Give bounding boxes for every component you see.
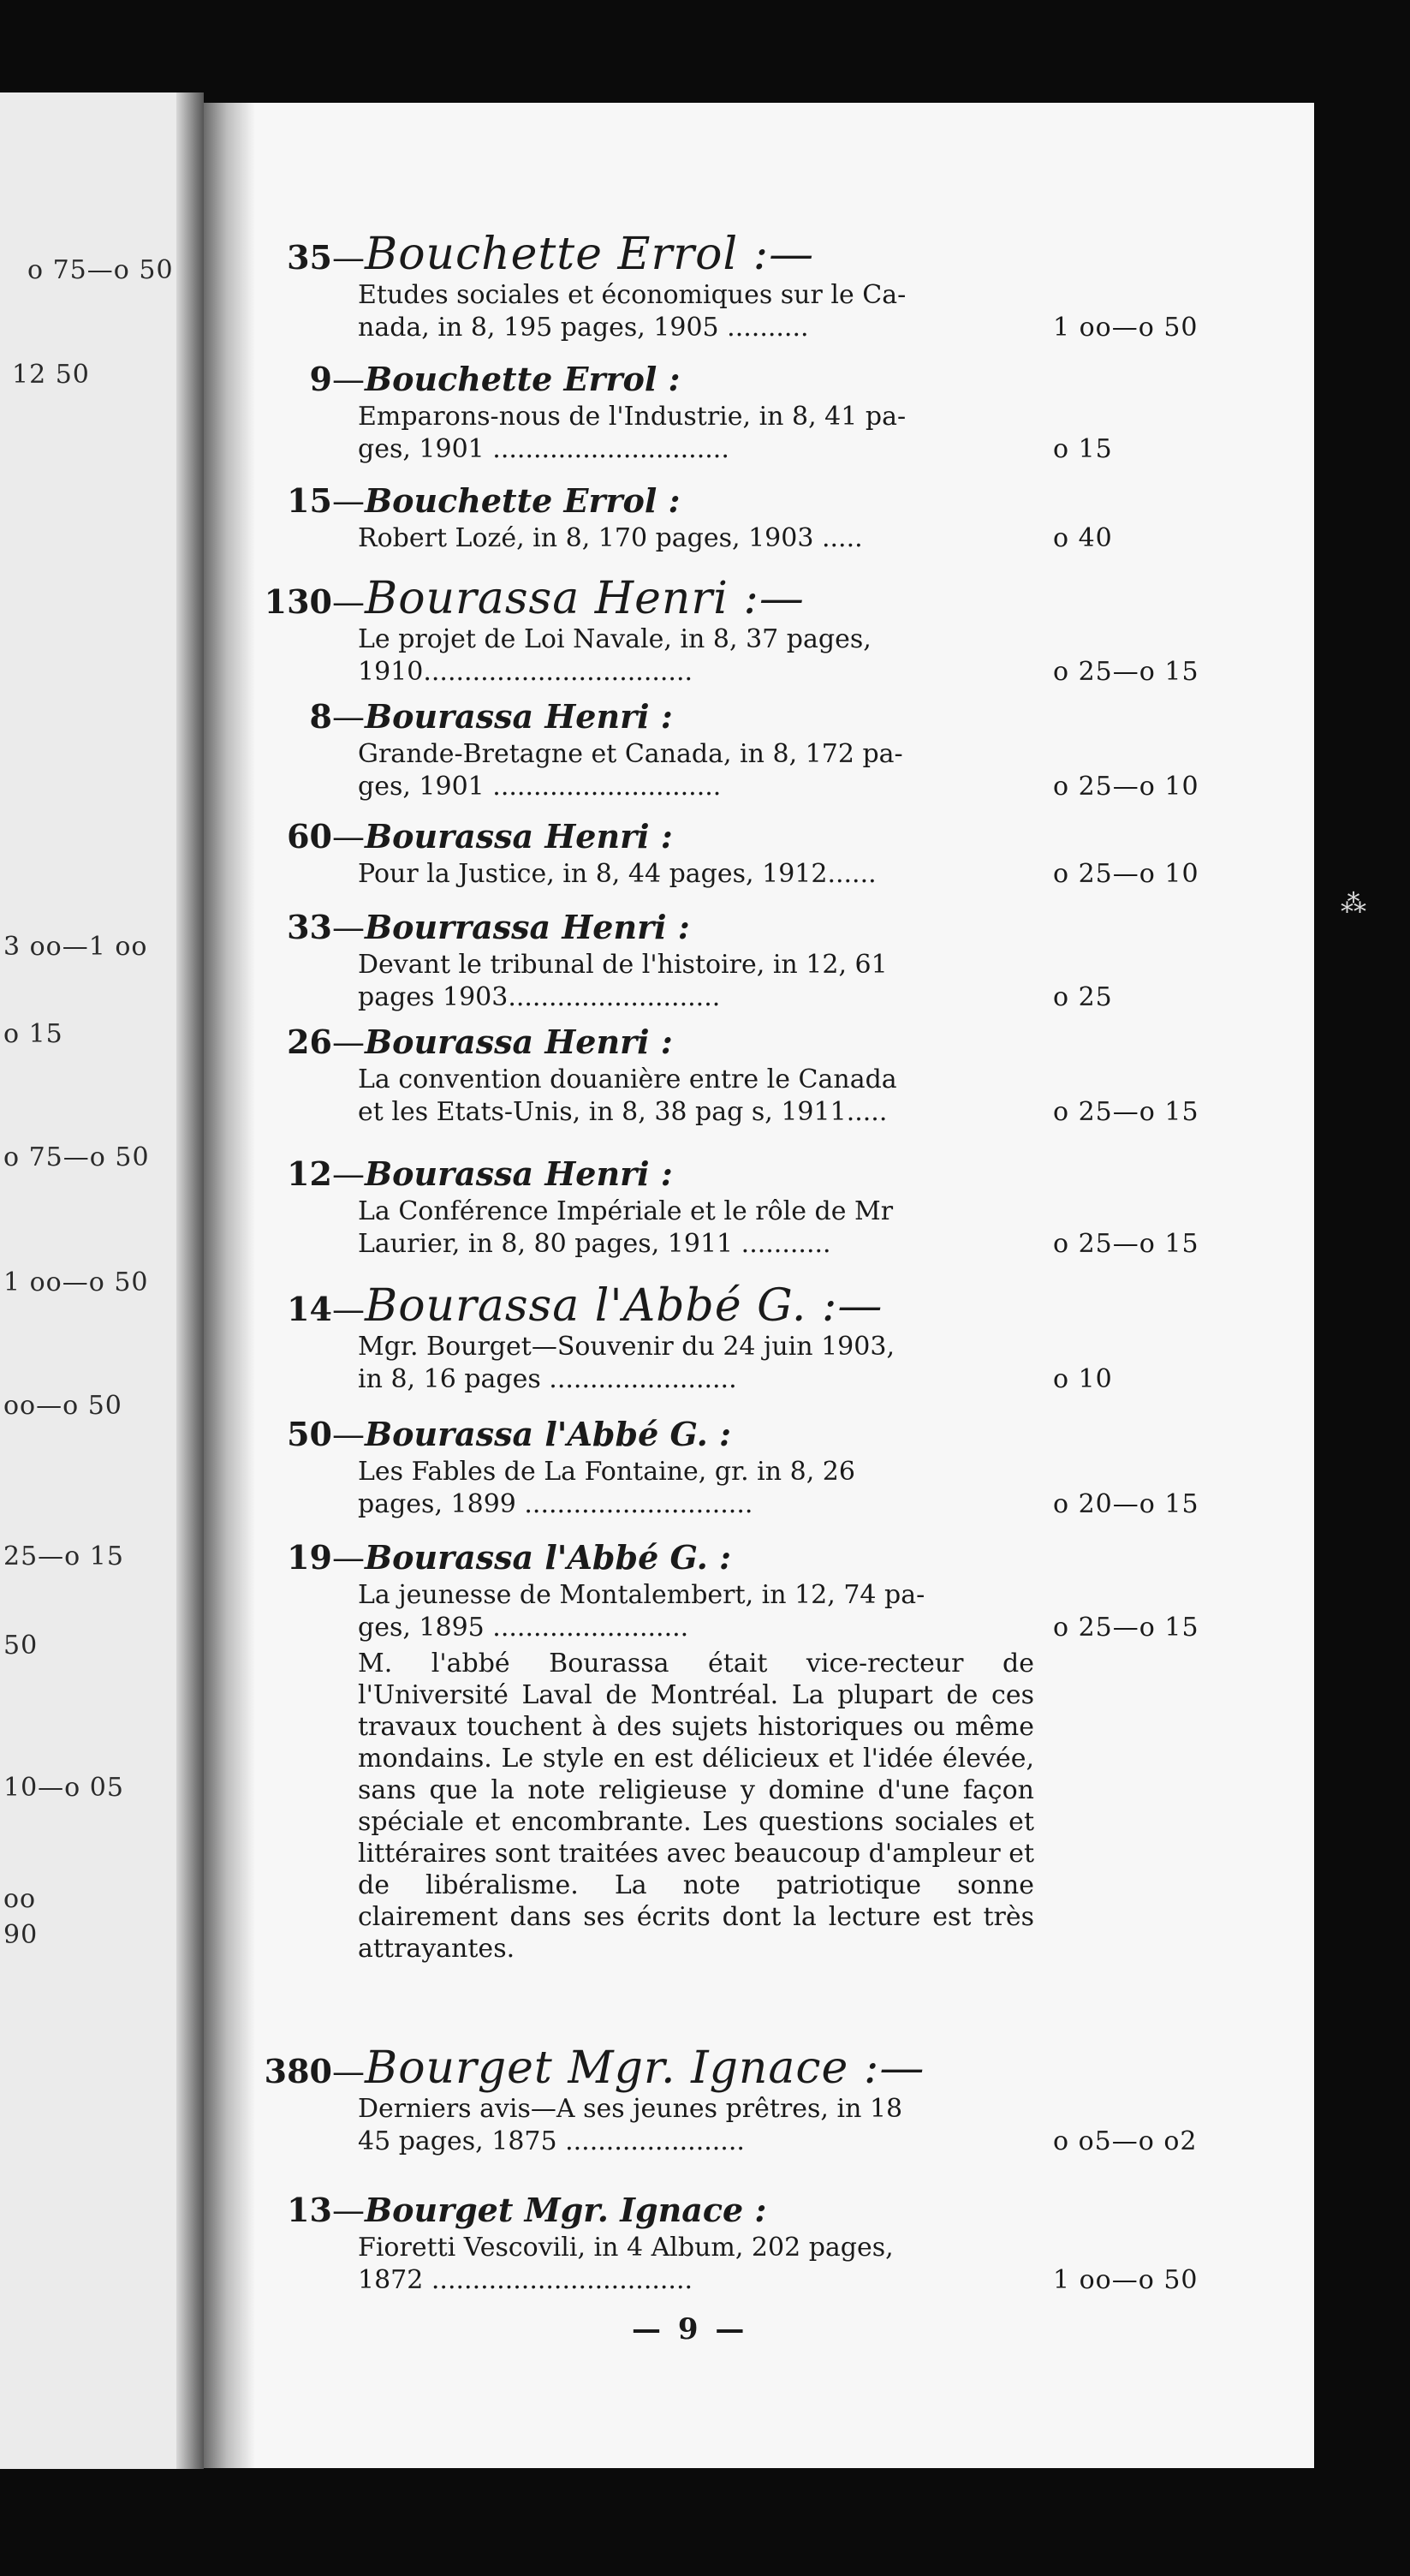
- entry-dash: —: [332, 1416, 365, 1453]
- entry-dash: —: [332, 239, 365, 277]
- entry-price: o 25—o 15: [1053, 1097, 1199, 1127]
- left-page-price-fragment: 1 oo—o 50: [3, 1267, 149, 1297]
- left-page-price-fragment: 50: [3, 1631, 39, 1661]
- entry-dash: —: [332, 2191, 365, 2229]
- catalog-entry: [223, 1153, 1223, 1261]
- catalog-entry: [223, 573, 1223, 689]
- left-page-price-fragment: 10—o 05: [3, 1773, 124, 1803]
- entry-line: 1910.................................: [358, 657, 693, 687]
- page-number: — 9 —: [632, 2312, 748, 2346]
- entry-price: o 15: [1053, 434, 1113, 464]
- entry-heading: [223, 480, 1223, 522]
- entry-author: Bouchette Errol :: [365, 360, 681, 398]
- entry-author: Bourassa Henri :: [365, 1154, 673, 1193]
- catalog-entry: [223, 1413, 1223, 1521]
- entry-price: o 25—o 15: [1053, 657, 1199, 687]
- entry-description: [358, 738, 1223, 803]
- entry-description: [358, 949, 1223, 1014]
- entry-line: ges, 1895 ........................: [358, 1613, 689, 1643]
- entry-line: Le projet de Loi Navale, in 8, 37 pages,: [358, 624, 872, 654]
- entry-price: o 25—o 10: [1053, 772, 1199, 802]
- entry-line: La Conférence Impériale et le rôle de Mr: [358, 1196, 894, 1226]
- entry-number: 35: [287, 238, 332, 277]
- entry-author: Bourget Mgr. Ignace :—: [365, 2042, 925, 2094]
- catalog-entry: [223, 358, 1223, 466]
- entry-heading: [223, 815, 1223, 858]
- entry-author: Bourassa Henri :: [365, 697, 673, 736]
- entry-heading: [223, 695, 1223, 738]
- catalog-entry: [223, 1536, 1223, 1965]
- entry-number: 8: [309, 697, 332, 736]
- entry-author: Bourassa l'Abbé G. :—: [365, 1280, 883, 1332]
- scan-speck: ⁂: [1341, 889, 1366, 919]
- entry-dash: —: [332, 818, 365, 856]
- left-page-price-fragment: 12 50: [12, 360, 90, 390]
- entry-description: [358, 1196, 1223, 1261]
- entry-heading: [223, 1280, 1223, 1332]
- entry-description: [358, 858, 1223, 891]
- entry-heading: [223, 573, 1223, 624]
- entry-price: 1 oo—o 50: [1053, 313, 1199, 343]
- entry-line: La convention douanière entre le Canada: [358, 1064, 897, 1094]
- catalog-entry: [223, 2042, 1223, 2158]
- entry-heading: [223, 2042, 1223, 2094]
- entry-number: 60: [287, 817, 332, 856]
- entry-line: pages, 1899 ............................: [358, 1489, 753, 1519]
- entry-dash: —: [332, 1291, 365, 1328]
- entry-line: Robert Lozé, in 8, 170 pages, 1903 .....: [358, 523, 863, 553]
- entry-note: M. l'abbé Bourassa était vice-recteur de l'Université Laval de Montréal. La plupart de ces travaux touchent à des sujets historiques ou même mondains. Le style en est délicieux et l'idée élevée, sans que la note religieuse y domine d'une façon spéciale et encombrante. Les questions sociales et littéraires sont traitées avec beaucoup d'ampleur et de libéralisme. La note patriotique sonne clairement dans ses écrits dont la lecture est très attrayantes.: [358, 1649, 1035, 1964]
- entry-price: o o5—o o2: [1053, 2126, 1198, 2156]
- entry-number: 50: [287, 1415, 332, 1453]
- left-page-price-fragment: 25—o 15: [3, 1541, 124, 1571]
- entry-dash: —: [332, 2053, 365, 2090]
- entry-line: 1872 ................................: [358, 2265, 693, 2295]
- entry-price: o 10: [1053, 1364, 1113, 1394]
- left-page-price-fragment: o 75—o 50: [27, 255, 174, 285]
- entry-dash: —: [332, 361, 365, 398]
- book-gutter: [176, 92, 204, 2469]
- entry-number: 130: [264, 582, 332, 621]
- entry-price: o 25—o 10: [1053, 859, 1199, 889]
- entry-author: Bouchette Errol :—: [365, 229, 815, 280]
- entry-line: Pour la Justice, in 8, 44 pages, 1912......: [358, 859, 877, 889]
- entry-line: Devant le tribunal de l'histoire, in 12, 61: [358, 950, 888, 980]
- entry-author: Bourassa Henri :: [365, 1023, 673, 1061]
- entry-description: [358, 522, 1223, 555]
- entry-description: [358, 401, 1223, 466]
- catalog-entry: [223, 2189, 1223, 2297]
- entry-dash: —: [332, 482, 365, 520]
- entry-line: Laurier, in 8, 80 pages, 1911 ...........: [358, 1229, 831, 1259]
- entry-line: pages 1903..........................: [358, 982, 721, 1012]
- entry-description: [358, 1331, 1223, 1396]
- entry-dash: —: [332, 1023, 365, 1061]
- catalog-entry: [223, 1280, 1223, 1396]
- entry-author: Bourget Mgr. Ignace :: [365, 2191, 767, 2229]
- left-page-price-fragment: 3 oo—1 oo: [3, 932, 148, 962]
- left-page-price-fragment: oo: [3, 1884, 37, 1914]
- left-page-price-fragment: o 15: [3, 1019, 63, 1049]
- entry-description: [358, 2232, 1223, 2297]
- left-page-price-fragment: o 75—o 50: [3, 1142, 150, 1172]
- entry-author: Bourassa l'Abbé G. :: [365, 1538, 732, 1577]
- entry-line: Grande-Bretagne et Canada, in 8, 172 pa-: [358, 739, 903, 769]
- entry-heading: [223, 1536, 1223, 1579]
- entry-line: in 8, 16 pages .......................: [358, 1364, 737, 1394]
- entry-heading: [223, 1153, 1223, 1196]
- entry-heading: [223, 2189, 1223, 2232]
- entry-price: 1 oo—o 50: [1053, 2265, 1199, 2295]
- entry-number: 19: [287, 1538, 332, 1577]
- entry-dash: —: [332, 909, 365, 946]
- catalog-entry: [223, 229, 1223, 344]
- entry-dash: —: [332, 1539, 365, 1577]
- entry-dash: —: [332, 583, 365, 621]
- entry-description: [358, 2093, 1223, 2158]
- entry-number: 13: [287, 2191, 332, 2229]
- entry-author: Bouchette Errol :: [365, 481, 681, 520]
- entry-price: o 25: [1053, 982, 1113, 1012]
- entry-description: [358, 623, 1223, 689]
- entry-number: 15: [287, 481, 332, 520]
- entry-price: o 20—o 15: [1053, 1489, 1199, 1519]
- entry-author: Bourassa Henri :—: [365, 573, 805, 624]
- catalog-entry: [223, 480, 1223, 555]
- entry-line: 45 pages, 1875 ......................: [358, 2126, 745, 2156]
- entry-price: o 25—o 15: [1053, 1613, 1199, 1643]
- entry-line: et les Etats-Unis, in 8, 38 pag s, 1911.....: [358, 1097, 888, 1127]
- entry-number: 380: [264, 2052, 332, 2090]
- left-page-fragment: [0, 92, 204, 2469]
- entry-line: nada, in 8, 195 pages, 1905 ..........: [358, 313, 809, 343]
- entry-line: Emparons-nous de l'Industrie, in 8, 41 pa-: [358, 402, 907, 432]
- entry-number: 9: [309, 360, 332, 398]
- catalog-entry: [223, 695, 1223, 803]
- entry-line: ges, 1901 ............................: [358, 772, 722, 802]
- entry-line: Etudes sociales et économiques sur le Ca-: [358, 280, 907, 310]
- entry-price: o 25—o 15: [1053, 1229, 1199, 1259]
- entry-heading: [223, 906, 1223, 949]
- entry-number: 26: [287, 1023, 332, 1061]
- catalog-entry: [223, 906, 1223, 1014]
- entry-author: Bourrassa Henri :: [365, 908, 690, 946]
- left-page-price-fragment: oo—o 50: [3, 1391, 122, 1421]
- entry-number: 12: [287, 1154, 332, 1193]
- catalog-entry: [223, 1021, 1223, 1129]
- entry-price: o 40: [1053, 523, 1113, 553]
- entry-heading: [223, 1021, 1223, 1064]
- entry-number: 33: [287, 908, 332, 946]
- entry-line: Fioretti Vescovili, in 4 Album, 202 pages,: [358, 2233, 894, 2263]
- entry-line: Les Fables de La Fontaine, gr. in 8, 26: [358, 1457, 855, 1487]
- entry-line: ges, 1901 .............................: [358, 434, 729, 464]
- entry-heading: [223, 358, 1223, 401]
- entry-line: Derniers avis—A ses jeunes prêtres, in 18: [358, 2094, 903, 2124]
- entry-heading: [223, 229, 1223, 280]
- entry-author: Bourassa Henri :: [365, 817, 673, 856]
- entry-description: [358, 279, 1223, 344]
- entry-author: Bourassa l'Abbé G. :: [365, 1415, 732, 1453]
- left-page-price-fragment: 90: [3, 1920, 39, 1950]
- entry-description: [358, 1579, 1223, 1644]
- entry-heading: [223, 1413, 1223, 1456]
- entry-dash: —: [332, 698, 365, 736]
- entry-description: [358, 1064, 1223, 1129]
- entry-description: [358, 1456, 1223, 1521]
- entry-number: 14: [287, 1290, 332, 1328]
- entry-line: Mgr. Bourget—Souvenir du 24 juin 1903,: [358, 1332, 895, 1362]
- entry-dash: —: [332, 1155, 365, 1193]
- catalog-entry: [223, 815, 1223, 891]
- entry-line: La jeunesse de Montalembert, in 12, 74 pa-: [358, 1580, 925, 1610]
